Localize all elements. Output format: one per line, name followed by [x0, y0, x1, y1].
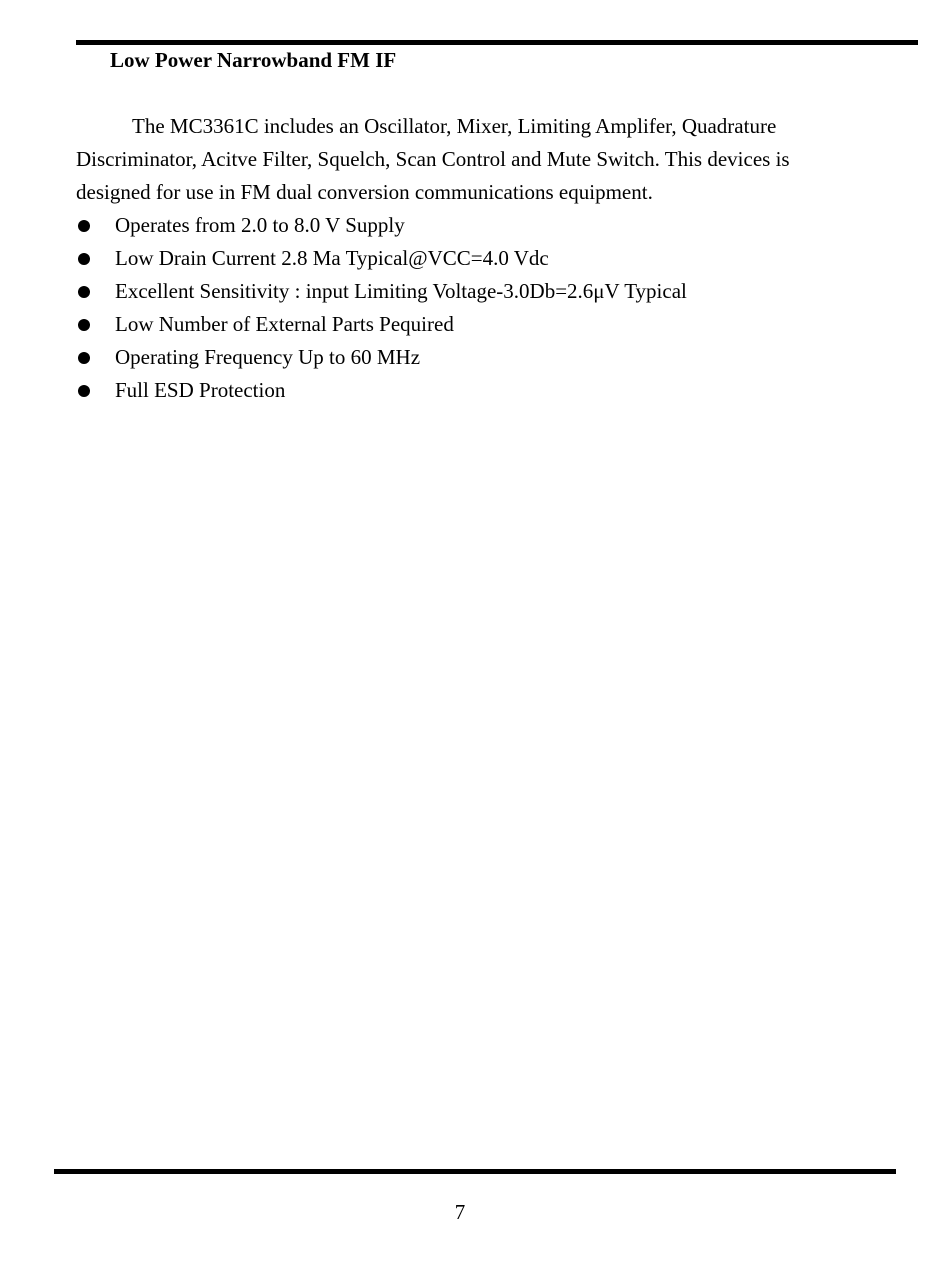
- bullet-icon: [78, 385, 90, 397]
- bullet-icon: [78, 352, 90, 364]
- section-title: Low Power Narrowband FM IF: [110, 48, 397, 72]
- feature-text: Low Number of External Parts Pequired: [115, 312, 454, 336]
- feature-text: Full ESD Protection: [115, 378, 286, 402]
- bullet-icon: [78, 220, 90, 232]
- bullet-icon: [78, 253, 90, 265]
- feature-text: Low Drain Current 2.8 Ma Typical@VCC=4.0 Vdc: [115, 246, 549, 270]
- page-number: 7: [454, 1200, 466, 1224]
- bullet-icon: [78, 319, 90, 331]
- feature-text: Operating Frequency Up to 60 MHz: [115, 345, 421, 369]
- footer-rule: [54, 1169, 896, 1174]
- bullet-icon: [78, 286, 90, 298]
- feature-text: Operates from 2.0 to 8.0 V Supply: [115, 213, 405, 237]
- feature-text: Excellent Sensitivity : input Limiting Voltage-3.0Db=2.6μV Typical: [115, 279, 687, 303]
- intro-paragraph: The MC3361C includes an Oscillator, Mixer, Limiting Amplifer, Quadrature Discriminator, Acitve Filter, Squelch, Scan Control and Mute Switch. This devices is designed for use in FM dual conversion communications equipment.: [76, 114, 790, 204]
- header-rule: [76, 40, 918, 45]
